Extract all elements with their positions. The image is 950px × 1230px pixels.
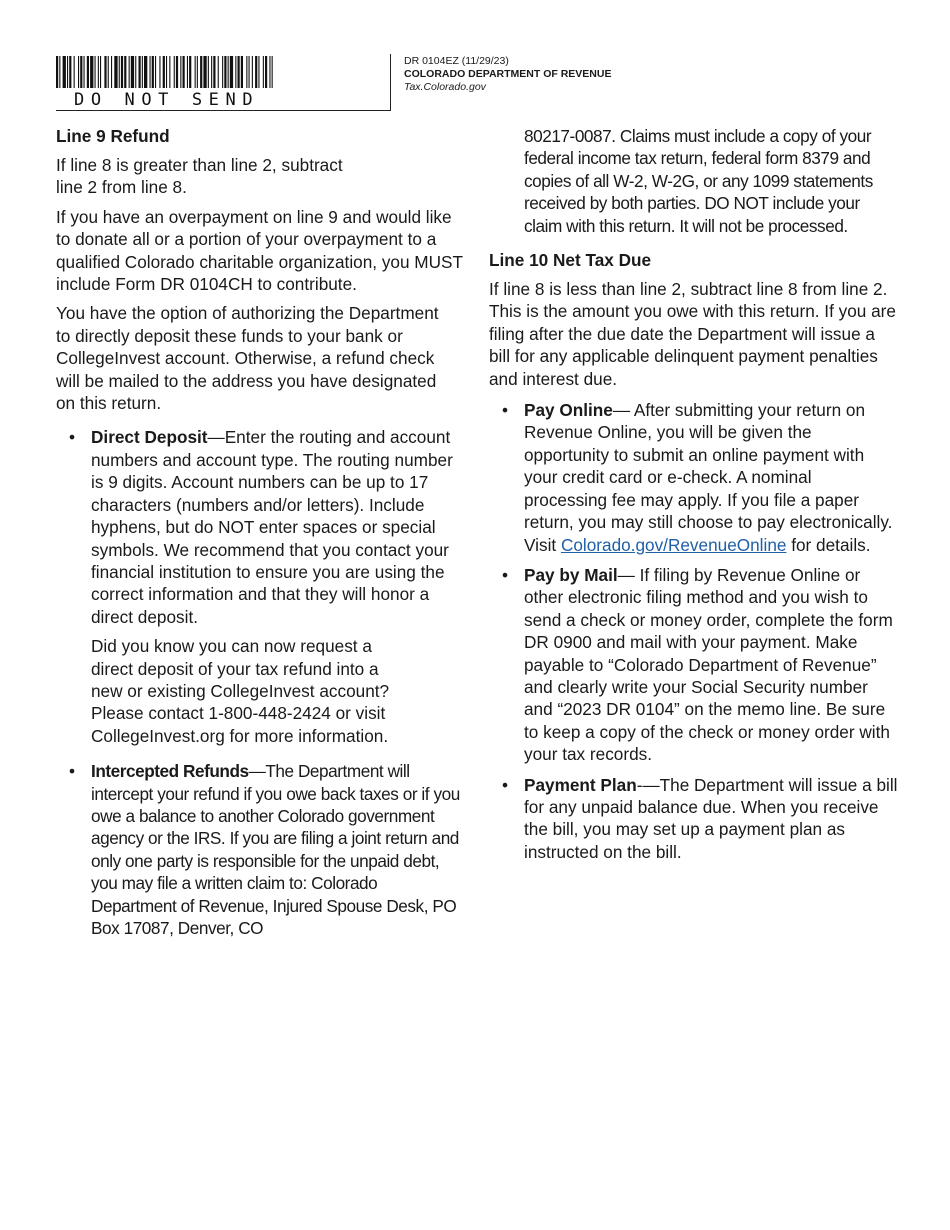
line10-heading: Line 10 Net Tax Due xyxy=(489,250,652,271)
right-column xyxy=(489,125,899,871)
pay-by-mail-item xyxy=(489,564,899,766)
intercepted-refunds-text: —The Department will intercept your refund if you owe back taxes or if you owe a balance to another Colorado government agency or the IRS. If you are filing a joint return and only one party is responsible for the unpaid debt, you may file a written claim to: Colorado Department of Revenue, Injured Spouse Desk, PO Box 17087, Denver, CO xyxy=(91,761,460,938)
intercepted-refunds-continued: 80217-0087. Claims must include a copy of your federal income tax return, federal form 8379 and copies of all W-2, W-2G, or any 1099 statements received by both parties. DO NOT include your claim with this return. It will not be processed. xyxy=(524,126,873,236)
line9-paragraph-2: If you have an overpayment on line 9 and would like to donate all or a portion of your overpayment to a qualified Colorado charitable organization, you MUST include Form DR 0104CH to contribute. xyxy=(56,206,463,295)
pay-online-item xyxy=(489,399,899,556)
form-number: DR 0104EZ (11/29/23) xyxy=(404,55,509,67)
line10-paragraph-1: If line 8 is less than line 2, subtract line 8 from line 2. This is the amount you owe with this return. If you are filing after the due date the Department will issue a bill for any applicable delinquent payment penalties and interest due. xyxy=(489,279,896,389)
line9-paragraph-3: You have the option of authorizing the Department to directly deposit these funds to your bank or CollegeInvest account. Otherwise, a refund check will be mailed to the address you have designated on this return. xyxy=(56,303,439,414)
barcode-caption: DO NOT SEND xyxy=(74,90,260,110)
pay-online-after: for details. xyxy=(786,534,871,555)
intercepted-refunds-label: Intercepted Refunds xyxy=(91,761,249,782)
payment-plan-item xyxy=(489,774,899,864)
revenue-online-link[interactable]: Colorado.gov/RevenueOnline xyxy=(560,534,787,555)
payment-plan-label: Payment Plan xyxy=(524,774,637,795)
line9-heading: Line 9 Refund xyxy=(56,126,170,146)
direct-deposit-item xyxy=(56,426,466,747)
direct-deposit-label: Direct Deposit xyxy=(91,427,208,448)
payment-plan-text: -—The Department will issue a bill for any unpaid balance due. When you receive the bill, you may set up a payment plan as instructed on the bill. xyxy=(524,774,898,862)
form-header xyxy=(404,55,611,94)
left-column xyxy=(56,125,466,947)
pay-by-mail-label: Pay by Mail xyxy=(524,564,618,585)
barcode-block xyxy=(56,54,391,111)
pay-by-mail-text: — If filing by Revenue Online or other electronic filing method and you wish to send a check or money order, complete the form DR 0900 and mail with your payment. Make payable to “Colorado Department of Revenue” and clearly write your Social Security number and “2023 DR 0104” on the memo line. Be sure to keep a copy of the check or money order with your tax records. xyxy=(524,564,893,765)
pay-online-label: Pay Online xyxy=(524,400,613,421)
pay-online-text: — After submitting your return on Revenue Online, you will be given the opportunity to submit an online payment with your credit card or e-check. A nominal processing fee may apply. If you file a paper return, you may still choose to pay electronically. Visit xyxy=(524,400,893,555)
collegeinvest-note: Did you know you can now request a direct deposit of your tax refund into a new or existing CollegeInvest account? Please contact 1-800-448-2424 or visit CollegeInvest.org for more information. xyxy=(91,636,390,746)
intercepted-refunds-item xyxy=(56,760,466,939)
department-website: Tax.Colorado.gov xyxy=(404,81,486,93)
department-name: COLORADO DEPARTMENT OF REVENUE xyxy=(404,68,612,80)
barcode-image xyxy=(56,56,276,88)
direct-deposit-text: —Enter the routing and account numbers and account type. The routing number is 9 digits. Account numbers can be up to 17 characters (numbers and/or letters). Include hyphens, but do NOT enter spaces or special symbols. We recommend that you contact your financial institution to ensure you are using the correct information and that they will honor a direct deposit. xyxy=(91,427,453,627)
line9-paragraph-1: If line 8 is greater than line 2, subtract line 2 from line 8. xyxy=(56,155,343,198)
